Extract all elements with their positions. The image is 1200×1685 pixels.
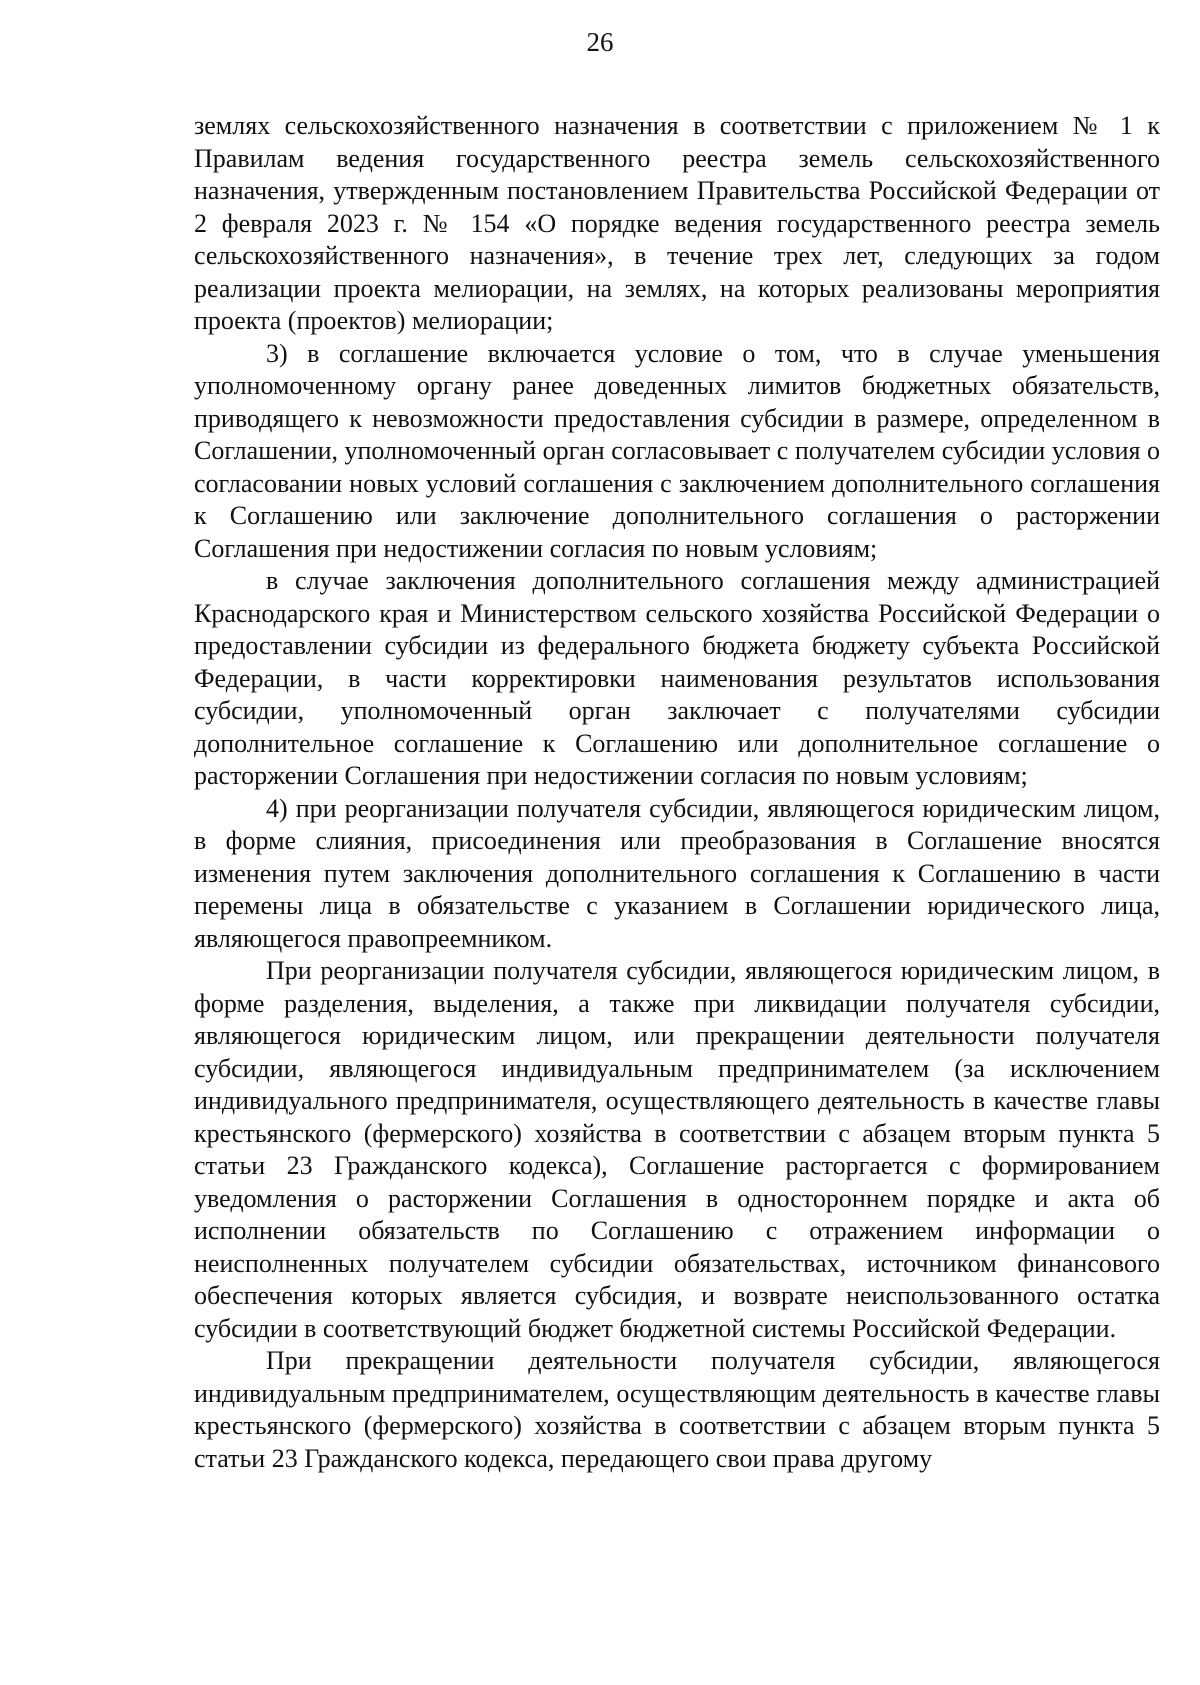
paragraph-continuation: землях сельскохозяйственного назначения в соответствии с приложением № 1 к Правилам ведения государственного реестра земель сельскохозяйственного назначения, утвержденным постановлением Правительства Российской Федерации от 2 февраля 2023 г. № 154 «О порядке ведения государственного реестра земель сельскохозяйственного назначения», в течение трех лет, следующих за годом реализации проекта мелиорации, на землях, на которых реализованы мероприятия проекта (проектов) мелиорации; <box>194 111 1160 335</box>
page-number: 26 <box>586 27 614 57</box>
paragraph-reorganization: При реорганизации получателя субсидии, являющегося юридическим лицом, в форме разделения, выделения, а также при ликвидации получателя субсидии, являющегося юридическим лицом, или прекращении деятельности получателя субсидии, являющегося индивидуальным предпринимателем (за исключением индивидуального предпринимателя, осуществляющего деятельность в качестве главы крестьянского (фермерского) хозяйства в соответствии с абзацем вторым пункта 5 статьи 23 Гражданского кодекса), Соглашение расторгается с формированием уведомления о расторжении Соглашения в одностороннем порядке и акта об исполнении обязательств по Соглашению с отражением информации о неисполненных получателем субсидии обязательствах, источником финансового обеспечения которых является субсидия, и возврате неиспользованного остатка субсидии в соответствующий бюджет бюджетной системы Российской Федерации. <box>194 956 1160 1343</box>
paragraph-additional-agreement: в случае заключения дополнительного соглашения между администрацией Краснодарского края и Министерством сельского хозяйства Российской Федерации о предоставлении субсидии из федерального бюджета бюджету субъекта Российской Федерации, в части корректировки наименования результатов использования субсидии, уполномоченный орган заключает с получателями субсидии дополнительное соглашение к Соглашению или дополнительное соглашение о расторжении Соглашения при недостижении согласия по новым условиям; <box>194 566 1160 790</box>
document-body <box>194 110 1160 1475</box>
paragraph-item-4: 4) при реорганизации получателя субсидии, являющегося юридическим лицом, в форме слияния, присоединения или преобразования в Соглашение вносятся изменения путем заключения дополнительного соглашения к Соглашению в части перемены лица в обязательстве с указанием в Соглашении юридического лица, являющегося правопреемником. <box>194 793 1160 953</box>
paragraph-item-3: 3) в соглашение включается условие о том, что в случае уменьшения уполномоченному органу ранее доведенных лимитов бюджетных обязательств, приводящего к невозможности предоставления субсидии в размере, определенном в Соглашении, уполномоченный орган согласовывает с получателем субсидии условия о согласовании новых условий соглашения с заключением дополнительного соглашения к Соглашению или заключение дополнительного соглашения о расторжении Соглашения при недостижении согласия по новым условиям; <box>194 338 1160 563</box>
paragraph-termination: При прекращении деятельности получателя субсидии, являющегося индивидуальным предпринимателем, осуществляющим деятельность в качестве главы крестьянского (фермерского) хозяйства в соответствии с абзацем вторым пункта 5 статьи 23 Гражданского кодекса, передающего свои права другому <box>194 1346 1160 1473</box>
